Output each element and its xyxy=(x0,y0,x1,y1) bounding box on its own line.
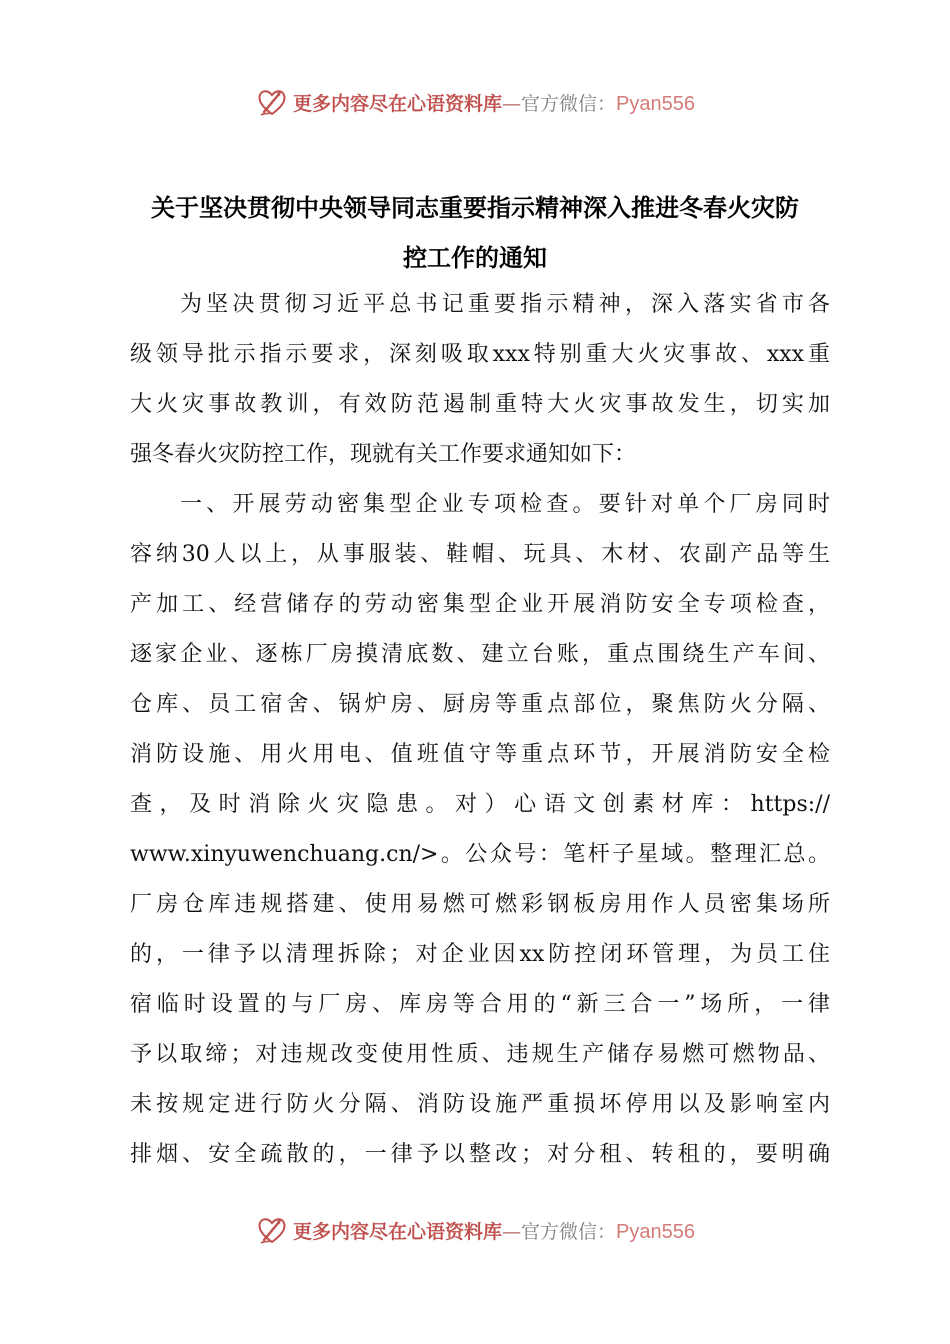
banner-wechat-id: Pyan556 xyxy=(616,1220,695,1243)
body-line: 级领导批示指示要求，深刻吸取xxx特别重大火灾事故、xxx重 xyxy=(130,342,830,367)
banner-slogan: 更多内容尽在心语资料库 xyxy=(293,1220,503,1243)
body-line: 产加工、经营储存的劳动密集型企业开展消防安全专项检查， xyxy=(130,592,830,617)
body-line: 厂房仓库违规搭建、使用易燃可燃彩钢板房用作人员密集场所 xyxy=(130,892,830,917)
body-line: 大火灾事故教训，有效防范遏制重特大火灾事故发生，切实加 xyxy=(130,392,830,417)
body-line: 的，一律予以清理拆除；对企业因xx防控闭环管理，为员工住 xyxy=(130,942,830,967)
body-line: 未按规定进行防火分隔、消防设施严重损坏停用以及影响室内 xyxy=(130,1092,830,1117)
body-line: www.xinyuwenchuang.cn/>。公众号：笔杆子星域。整理汇总。 xyxy=(130,842,830,867)
body-line: 逐家企业、逐栋厂房摸清底数、建立台账，重点围绕生产车间、 xyxy=(130,642,830,667)
document-title-line-1: 关于坚决贯彻中央领导同志重要指示精神深入推进冬春火灾防 xyxy=(151,194,799,222)
body-line: 仓库、员工宿舍、锅炉房、厨房等重点部位，聚焦防火分隔、 xyxy=(130,692,830,717)
pen-heart-logo-icon xyxy=(255,1213,289,1247)
banner-wechat-id: Pyan556 xyxy=(616,92,695,115)
body-line: 容纳30人以上，从事服装、鞋帽、玩具、木材、农副产品等生 xyxy=(130,542,830,567)
banner-wechat-label: 官方微信： xyxy=(521,1220,617,1243)
body-line: 为坚决贯彻习近平总书记重要指示精神，深入落实省市各 xyxy=(180,292,830,317)
banner-slogan: 更多内容尽在心语资料库 xyxy=(293,92,503,115)
body-line: 消防设施、用火用电、值班值守等重点环节，开展消防安全检 xyxy=(130,742,830,767)
body-line: 查，及时消除火灾隐患。对）心语文创素材库：https:// xyxy=(130,792,830,817)
bottom-watermark-banner xyxy=(0,1210,950,1250)
body-line: 强冬春火灾防控工作，现就有关工作要求通知如下： xyxy=(130,442,637,467)
document-title-line-2: 控工作的通知 xyxy=(403,244,547,272)
body-line: 予以取缔；对违规改变使用性质、违规生产储存易燃可燃物品、 xyxy=(130,1042,830,1067)
body-line: 排烟、安全疏散的，一律予以整改；对分租、转租的，要明确 xyxy=(130,1142,830,1167)
body-line: 一、开展劳动密集型企业专项检查。要针对单个厂房同时 xyxy=(180,492,830,517)
banner-wechat-label: 官方微信： xyxy=(521,92,617,115)
top-watermark-banner xyxy=(0,82,950,122)
pen-heart-logo-icon xyxy=(255,85,289,119)
body-line: 宿临时设置的与厂房、库房等合用的“新三合一”场所，一律 xyxy=(130,992,830,1017)
banner-dash: — xyxy=(502,1220,522,1243)
banner-dash: — xyxy=(502,92,522,115)
